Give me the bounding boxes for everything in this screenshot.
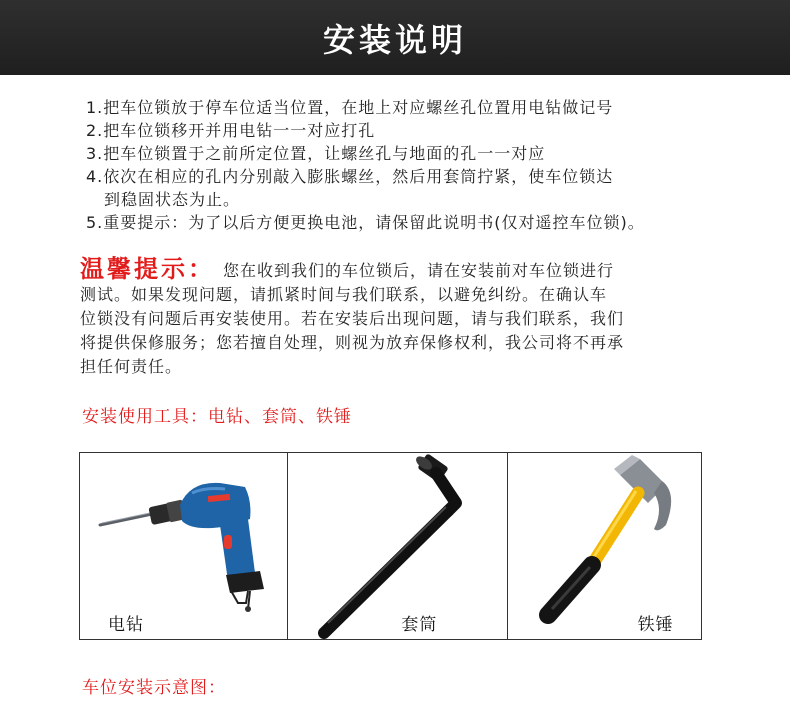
tools-title: 安装使用工具：电钻、套筒、铁锤 [82,407,352,427]
tool-label-socket: 套筒 [401,615,438,635]
tool-label-drill: 电钻 [108,615,144,635]
tool-socket-wrench [287,453,506,639]
notice-text-1: 您在收到我们的车位锁后，请在安装前对车位锁进行 [223,261,615,280]
step-4-continuation: 到稳固状态为止。 [104,190,241,209]
step-2: 2.把车位锁移开并用电钻一一对应打孔 [86,121,376,140]
tool-hammer [507,453,701,639]
step-5: 5.重要提示：为了以后方便更换电池，请保留此说明书(仅对遥控车位锁)。 [86,213,645,232]
diagram-title: 车位安装示意图： [82,678,226,698]
installation-steps [86,96,776,234]
step-4: 4.依次在相应的孔内分别敲入膨胀螺丝，然后用套筒拧紧，使车位锁达 [86,167,614,186]
tool-drill [80,453,287,639]
notice-line-1 [80,256,740,283]
notice-line-5: 担任何责任。 [80,357,183,376]
notice-line-3: 位锁没有问题后再安装使用。若在安装后出现问题，请与我们联系，我们 [80,309,625,328]
notice-heading: 温馨提示： [80,255,215,283]
socket-wrench-icon [288,453,507,641]
notice-line-4: 将提供保修服务；您若擅自处理，则视为放弃保修权利，我公司将不再承 [80,333,625,352]
notice-line-2: 测试。如果发现问题，请抓紧时间与我们联系，以避免纠纷。在确认车 [80,285,608,304]
page-title: 安装说明 [322,20,467,59]
title-banner [0,0,790,75]
step-1: 1.把车位锁放于停车位适当位置，在地上对应螺丝孔位置用电钻做记号 [86,98,614,117]
step-3: 3.把车位锁置于之前所定位置，让螺丝孔与地面的孔一一对应 [86,144,546,163]
tool-label-hammer: 铁锤 [637,615,674,635]
warm-notice [80,256,740,379]
tools-panel [79,452,702,640]
